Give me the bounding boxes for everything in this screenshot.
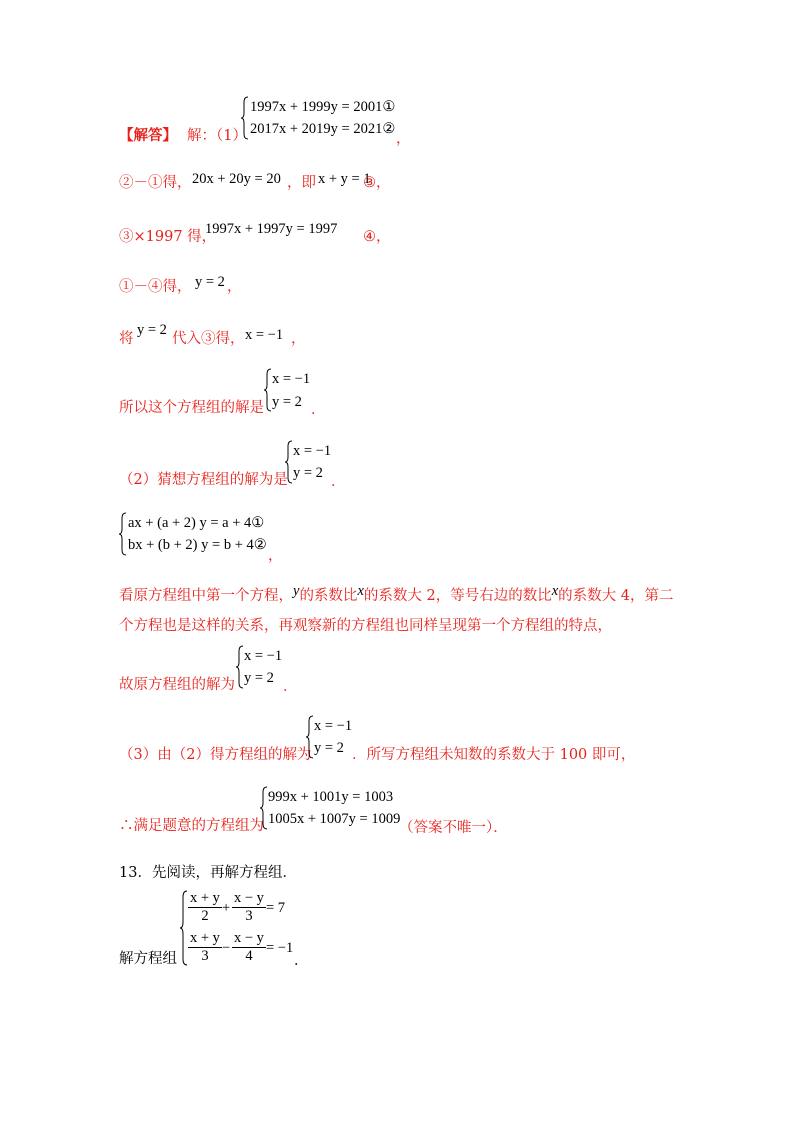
part3-x: x = −1 [314,718,353,734]
comma: ， [268,548,283,564]
var-x: x [357,583,364,599]
solution-y: y = 2 [272,394,302,410]
step4-equation2: x = −1 [245,327,284,343]
example-equation-1: 999x + 1001y = 1003 [268,789,394,805]
part3-label: （3）由（2）得方程组的解为 [119,747,312,763]
step1-label: ②－①得， [119,175,192,191]
equation-2-rhs: = −1 [266,940,294,956]
part1-jie: 解：（1） [187,128,247,144]
step2-tag: ④， [363,229,391,245]
step4-label: 将 [119,331,134,347]
conclusion-label: 故原方程组的解为 [119,677,235,693]
guess-x: x = −1 [293,443,332,459]
system-equation-1: 1997x + 1999y = 2001① [250,99,396,115]
problem-13-title: 13．先阅读，再解方程组． [119,865,297,881]
part3-note: ．所写方程组未知数的系数大于 100 即可， [352,747,636,763]
fraction-2: $\frac{x - y}{3}$ [234,890,264,924]
part3-y: y = 2 [314,740,344,756]
step3-equation: y = 2 [195,274,225,290]
answer-label: 【解答】 [119,127,177,144]
step1-equation: 20x + 20y = 20 [192,171,281,187]
example-equation-2: 1005x + 1007y = 1009 [268,811,401,827]
fraction-4: $\frac{x - y}{4}$ [234,930,264,964]
step4-connector: 代入③得， [172,331,245,347]
general-equation-2: bx + (b + 2) y = b + 4② [128,537,267,553]
conclusion-y: y = 2 [244,670,274,686]
fraction-1: $\frac{x + y}{2}$ [190,890,220,924]
system-brace [240,96,250,140]
fraction-3: $\frac{x + y}{3}$ [190,930,220,964]
comma: ， [396,131,411,147]
step1-tag: ③， [363,175,391,191]
guess-y: y = 2 [293,465,323,481]
solution-x: x = −1 [272,371,311,387]
solve-label: 解方程组 [119,951,177,967]
conclusion-x: x = −1 [244,648,283,664]
operator-plus: + [222,900,231,916]
step3-label: ①－④得， [119,279,192,295]
step2-label: ③×1997 得， [119,229,217,245]
general-system-brace [118,512,128,556]
therefore-label: ∴满足题意的方程组为 [119,818,264,834]
step4-tag: ， [291,331,306,347]
solution-label: 所以这个方程组的解是 [119,400,264,416]
step1-equation2: x + y = 1 [318,171,371,187]
system-equation-2: 2017x + 2019y = 2021② [250,121,396,137]
period: ． [331,474,346,490]
period: ． [311,402,326,418]
var-x: x [551,583,559,599]
explanation-line-2: 个方程也是这样的关系，再观察新的方程组也同样呈现第一个方程组的特点， [119,618,612,634]
operator-minus: − [222,940,231,956]
part2-guess-label: （2）猜想方程组的解为是 [119,472,288,488]
explanation-line-1: 看原方程组中第一个方程，y的系数比x的系数大 2，等号右边的数比x的系数大 4，第二 [119,583,674,604]
step3-tag: ， [227,279,242,295]
step1-connector: ，即 [287,175,316,191]
step4-equation: y = 2 [137,322,167,338]
answer-not-unique-note: （答案不唯一）． [399,820,508,836]
period: ． [294,953,309,969]
equation-1-rhs: = 7 [266,900,286,916]
step2-equation: 1997x + 1997y = 1997 [205,221,338,237]
general-equation-1: ax + (a + 2) y = a + 4① [128,515,265,531]
period: ． [283,679,298,695]
var-y: y [293,583,300,599]
